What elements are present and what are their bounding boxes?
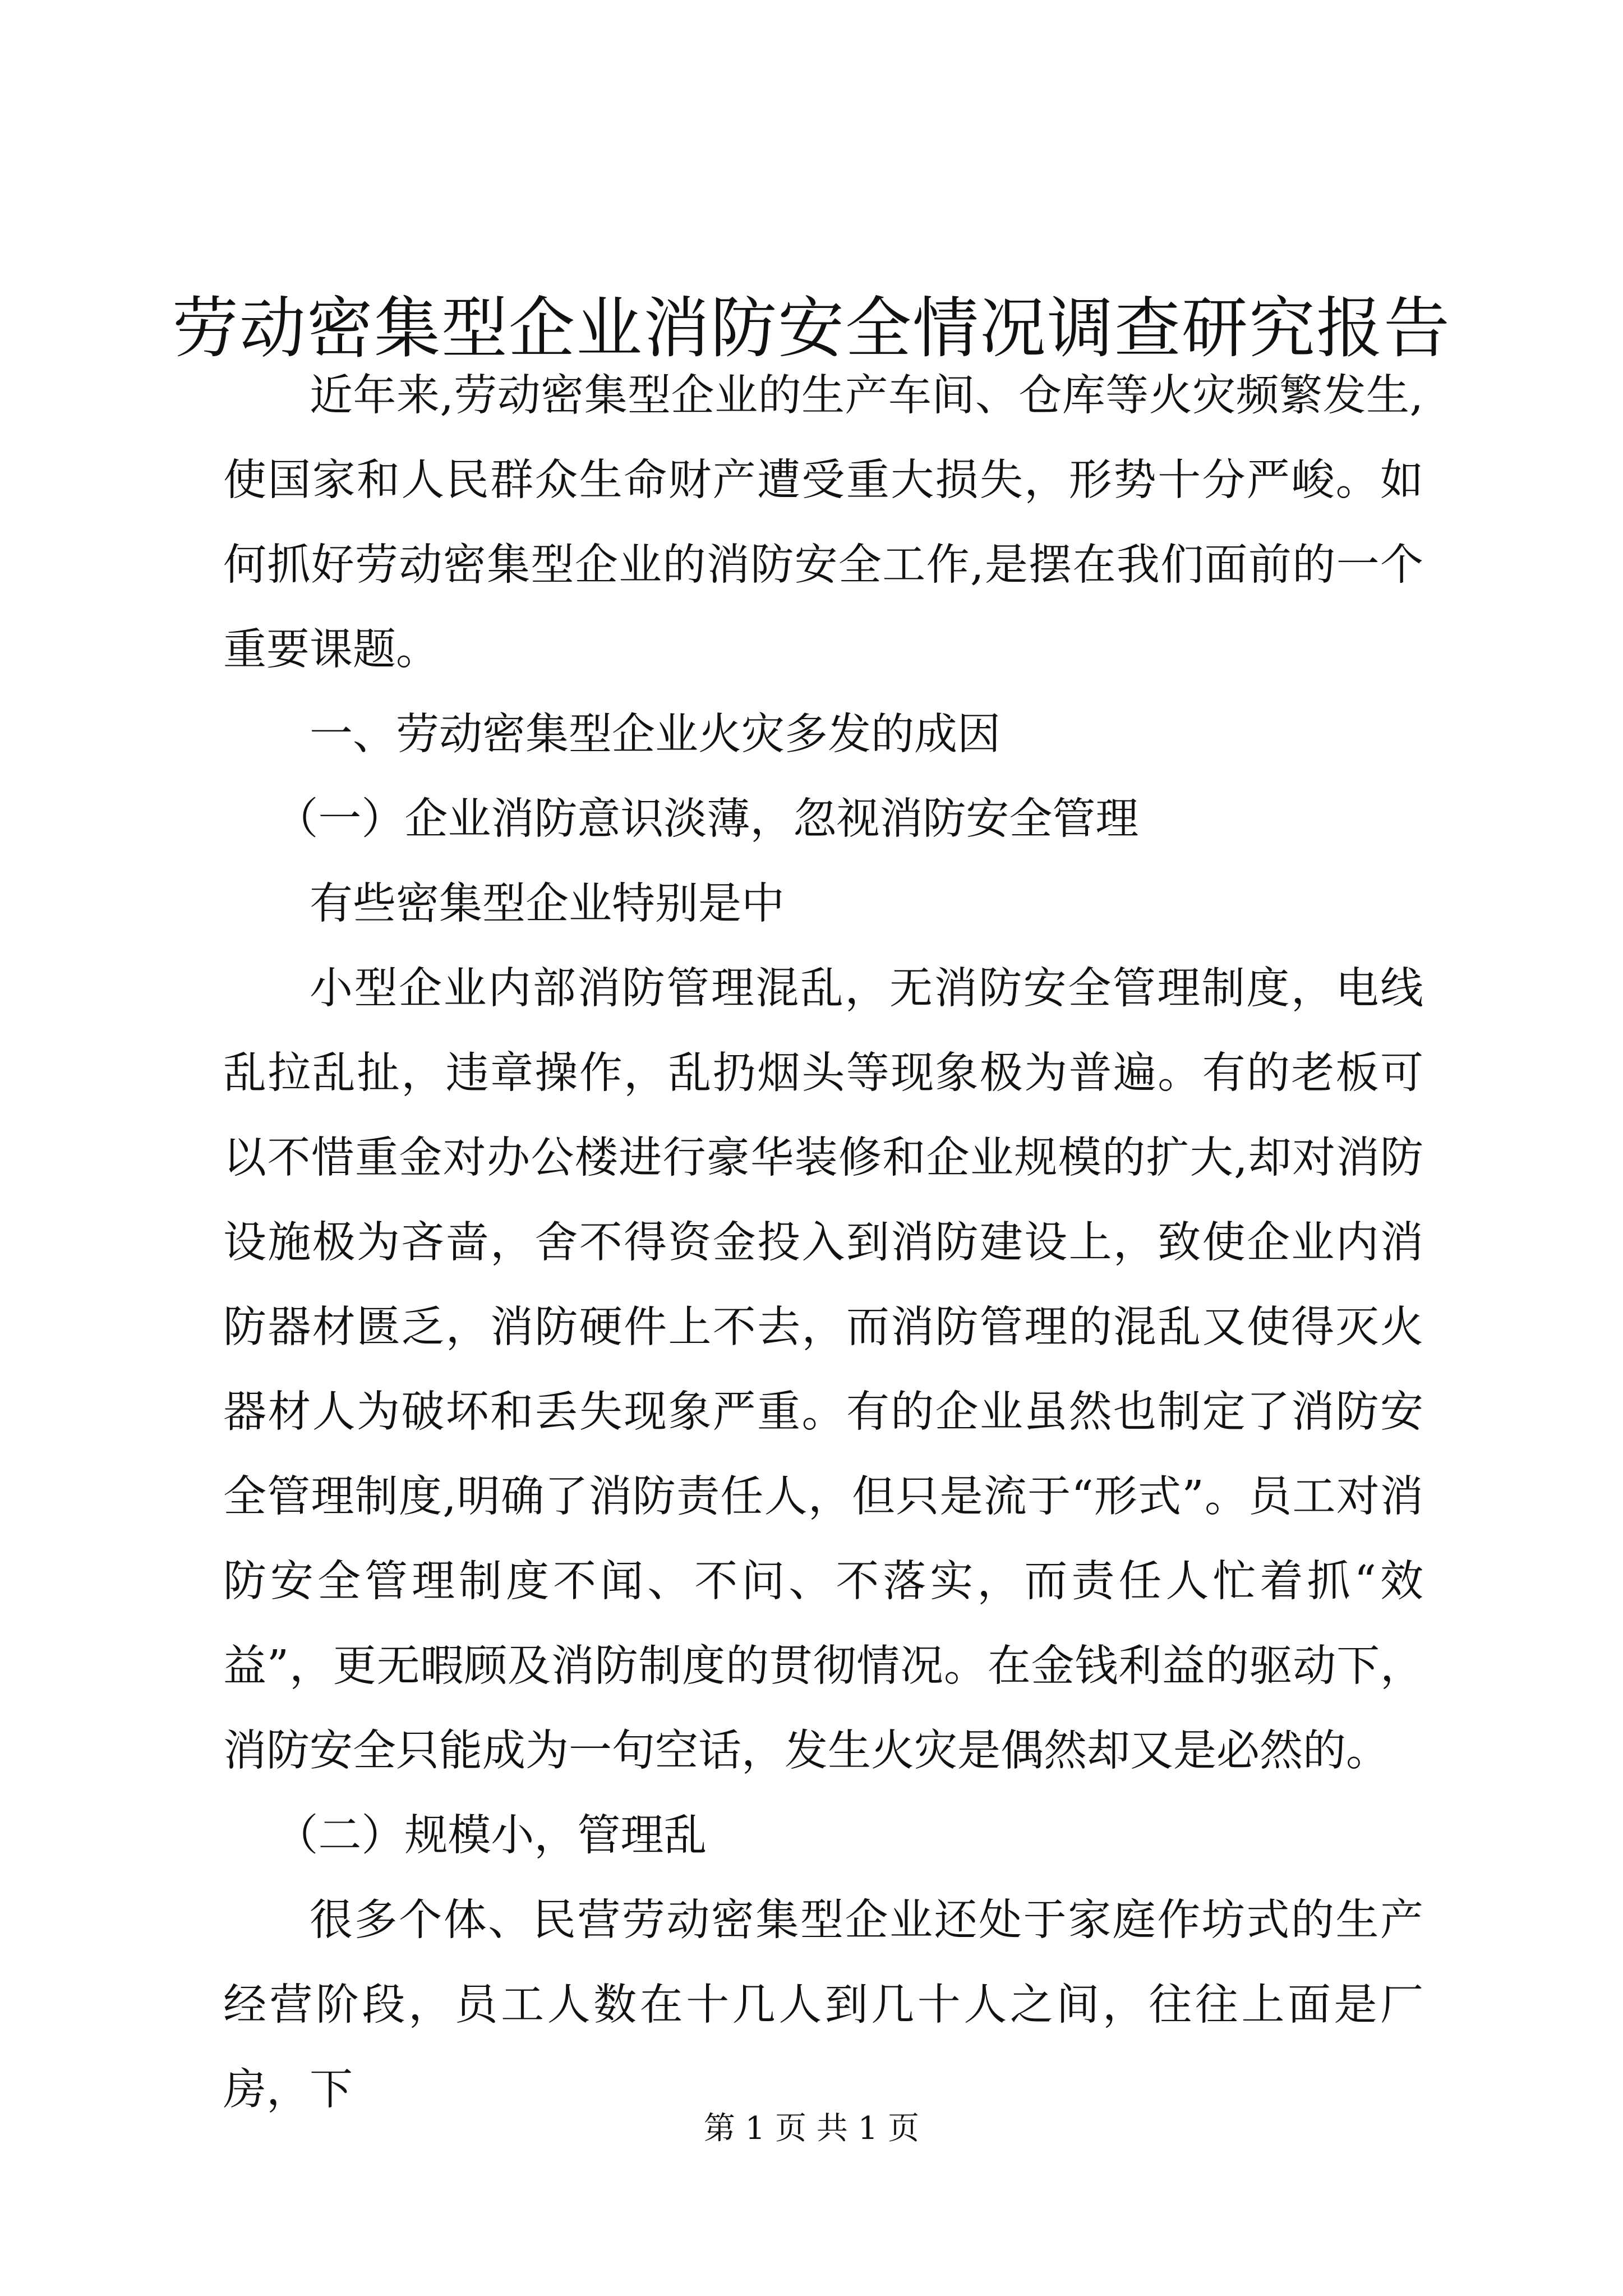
paragraph-intro: 近年来,劳动密集型企业的生产车间、仓库等火灾频繁发生,使国家和人民群众生命财产遭受重大损失，形势十分严峻。如何抓好劳动密集型企业的消防安全工作,是摆在我们面前的一个重要课题。	[223, 371, 1423, 675]
page-footer: 第 1 页 共 1 页	[703, 2110, 920, 2147]
paragraph-fragment: 有些密集型企业特别是中	[310, 879, 785, 929]
paragraph-management: 小型企业内部消防管理混乱，无消防安全管理制度，电线乱拉乱扯，违章操作，乱扔烟头等现象极为普遍。有的老板可以不惜重金对办公楼进行豪华装修和企业规模的扩大,却对消防设施极为吝啬，舍不得资金投入到消防建设上，致使企业内消防器材匮乏，消防硬件上不去，而消防管理的混乱又使得灭火器材人为破坏和丢失现象严重。有的企业虽然也制定了消防安全管理制度,明确了消防责任人，但只是流于“形式”。员工对消防安全管理制度不闻、不问、不落实，而责任人忙着抓“效益”，更无暇顾及消防制度的贯彻情况。在金钱利益的驱动下，消防安全只能成为一句空话，发生火灾是偶然却又是必然的。	[223, 964, 1423, 1776]
section-heading-1: 一、劳动密集型企业火灾多发的成因	[310, 710, 1000, 760]
document-title: 劳动密集型企业消防安全情况调查研究报告	[172, 289, 1451, 367]
paragraph-scale: 很多个体、民营劳动密集型企业还处于家庭作坊式的生产经营阶段，员工人数在十几人到几十人之间，往往上面是厂房，下	[223, 1895, 1423, 2115]
document-body	[223, 353, 1423, 2132]
subsection-heading-1: （一）企业消防意识淡薄，忽视消防安全管理	[275, 794, 1139, 844]
subsection-heading-2: （二）规模小，管理乱	[275, 1811, 707, 1861]
